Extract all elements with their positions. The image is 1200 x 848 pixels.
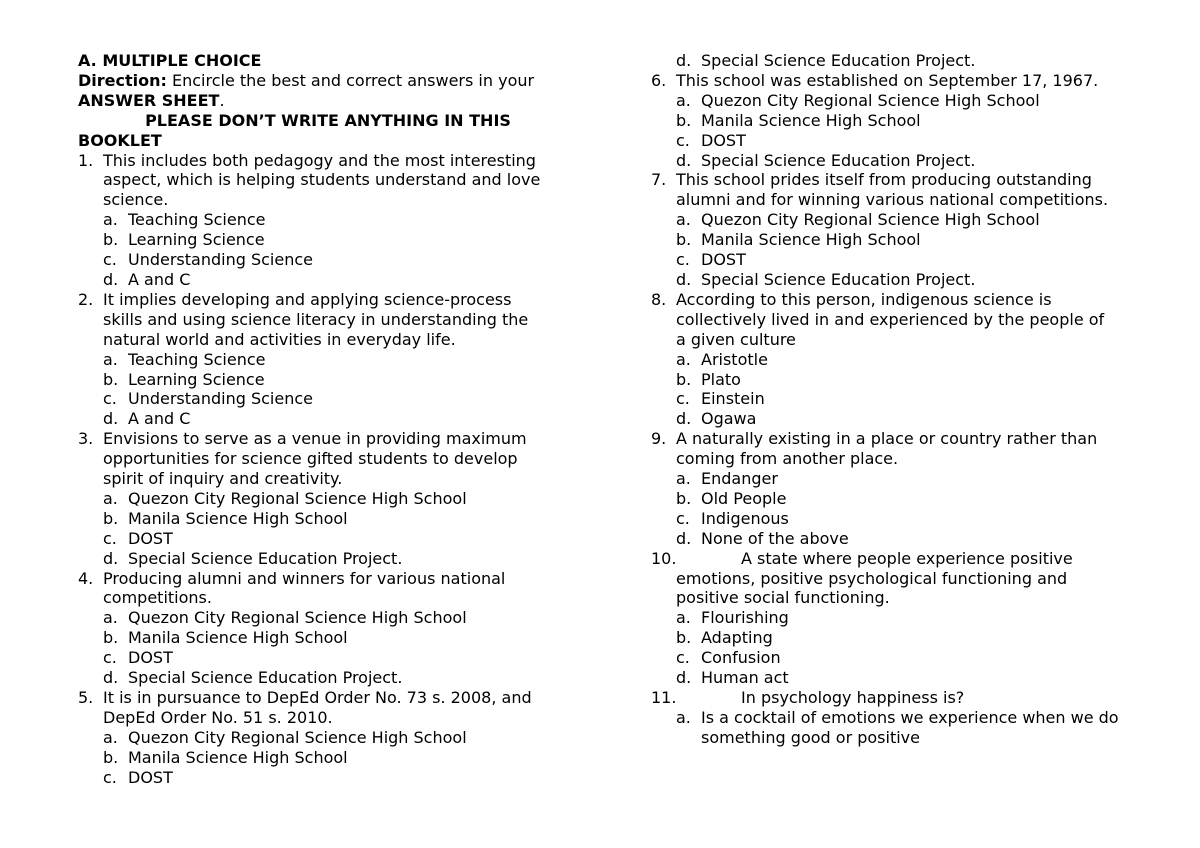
option-text: Special Science Education Project.: [701, 150, 976, 170]
option-letter: a.: [676, 469, 691, 489]
question-text: This school prides itself from producing outstanding: [676, 170, 1092, 190]
question-text: collectively lived in and experienced by the people of: [676, 309, 1105, 329]
question-text: In psychology happiness is?: [741, 688, 965, 707]
question-text: opportunities for science gifted students to develop: [103, 449, 518, 469]
question-number: 9.: [651, 429, 667, 449]
question-text: natural world and activities in everyday life.: [103, 329, 456, 349]
question-number: 7.: [651, 170, 667, 190]
question-5: [78, 688, 578, 728]
q9-option-d: [651, 529, 1171, 549]
question-text: It is in pursuance to DepEd Order No. 73 s. 2008, and: [103, 688, 532, 707]
q8-option-a: [651, 350, 1171, 370]
option-text: DOST: [701, 250, 746, 270]
notice-line-1: PLEASE DON’T WRITE ANYTHING IN THIS: [145, 110, 511, 130]
q5-option-c: [78, 768, 578, 788]
q9-option-a: [651, 469, 1171, 489]
option-letter: b.: [676, 369, 692, 389]
question-line: [651, 688, 1171, 708]
option-text: Learning Science: [128, 230, 265, 250]
option-letter: a.: [676, 608, 691, 628]
option-text: Human act: [701, 668, 789, 688]
option-letter: a.: [103, 488, 118, 508]
q2-option-c: [78, 389, 578, 409]
answer-sheet-line: [78, 91, 578, 111]
option-text: Quezon City Regional Science High School: [701, 210, 1040, 230]
q2-option-d: [78, 409, 578, 429]
question-4: [78, 569, 578, 609]
option-text-continued: something good or positive: [701, 727, 920, 747]
q7-option-a: [651, 210, 1171, 230]
option-letter: b.: [676, 110, 692, 130]
option-letter: b.: [676, 488, 692, 508]
q7-option-c: [651, 250, 1171, 270]
q11-option-a: [651, 708, 1171, 748]
q1-option-b: [78, 230, 578, 250]
option-text: Manila Science High School: [701, 110, 921, 130]
option-letter: b.: [676, 230, 692, 250]
question-10: [651, 549, 1171, 609]
option-letter: b.: [103, 508, 119, 528]
question-2: [78, 290, 578, 350]
q10-option-b: [651, 628, 1171, 648]
option-text: Manila Science High School: [128, 747, 348, 767]
question-text: positive social functioning.: [676, 588, 890, 608]
option-letter: c.: [103, 767, 117, 787]
option-text: Ogawa: [701, 409, 757, 429]
option-letter: d.: [676, 269, 692, 289]
question-6: [651, 71, 1171, 91]
option-letter: d.: [103, 548, 119, 568]
option-text: A and C: [128, 409, 191, 429]
option-text: Quezon City Regional Science High School: [128, 488, 467, 508]
question-text: This school was established on September 17, 1967.: [676, 70, 1099, 90]
option-letter: c.: [676, 250, 690, 270]
question-text: science.: [103, 190, 169, 210]
option-letter: c.: [676, 648, 690, 668]
question-3: [78, 429, 578, 489]
question-number: 2.: [78, 289, 94, 309]
question-number: 1.: [78, 150, 94, 170]
option-letter: b.: [103, 230, 119, 250]
direction-label: Direction:: [78, 70, 167, 90]
option-text: DOST: [128, 648, 173, 668]
question-text: coming from another place.: [676, 449, 899, 469]
question-text: A naturally existing in a place or country rather than: [676, 429, 1098, 449]
q6-option-b: [651, 111, 1171, 131]
option-text: Understanding Science: [128, 389, 313, 409]
q8-option-b: [651, 370, 1171, 390]
option-text: Flourishing: [701, 608, 789, 628]
option-text: DOST: [701, 130, 746, 150]
section-title: A. MULTIPLE CHOICE: [78, 51, 262, 70]
option-text: Einstein: [701, 389, 765, 409]
option-letter: a.: [676, 349, 691, 369]
question-text: According to this person, indigenous science is: [676, 289, 1052, 309]
q6-option-c: [651, 131, 1171, 151]
option-text: Manila Science High School: [128, 628, 348, 648]
question-9: [651, 429, 1171, 469]
question-text: Envisions to serve as a venue in providing maximum: [103, 429, 527, 449]
notice-line-2: BOOKLET: [78, 130, 162, 150]
q8-option-c: [651, 389, 1171, 409]
question-text: a given culture: [676, 329, 796, 349]
question-text: DepEd Order No. 51 s. 2010.: [103, 707, 333, 727]
option-text: Special Science Education Project.: [128, 548, 403, 568]
option-letter: a.: [103, 608, 118, 628]
option-letter: a.: [103, 727, 118, 747]
q1-option-a: [78, 210, 578, 230]
q8-option-d: [651, 409, 1171, 429]
question-number: 6.: [651, 70, 667, 90]
option-text: Quezon City Regional Science High School: [701, 90, 1040, 110]
left-column: [78, 51, 578, 788]
question-text: aspect, which is helping students understand and love: [103, 170, 541, 190]
q1-option-d: [78, 270, 578, 290]
question-number: 10.: [651, 548, 677, 568]
q6-option-a: [651, 91, 1171, 111]
question-text: skills and using science literacy in understanding the: [103, 309, 529, 329]
question-number: 4.: [78, 568, 94, 588]
question-text: It implies developing and applying science-process: [103, 289, 512, 309]
option-text: Teaching Science: [128, 349, 266, 369]
option-text: Manila Science High School: [701, 230, 921, 250]
option-letter: c.: [103, 250, 117, 270]
option-letter: d.: [676, 409, 692, 429]
question-continuation: [651, 569, 1171, 609]
question-text: This includes both pedagogy and the most interesting: [103, 150, 536, 170]
question-text: A state where people experience positive: [741, 548, 1073, 568]
option-letter: a.: [676, 707, 691, 727]
option-letter: c.: [103, 528, 117, 548]
question-number: 8.: [651, 289, 667, 309]
option-text: Confusion: [701, 648, 781, 668]
option-letter: d.: [676, 150, 692, 170]
q9-option-c: [651, 509, 1171, 529]
left-question-list: [78, 151, 578, 788]
option-letter: d.: [103, 269, 119, 289]
option-letter: d.: [676, 51, 692, 70]
answer-sheet-label: ANSWER SHEET: [78, 90, 220, 110]
question-number: 11.: [651, 688, 677, 707]
question-text: Producing alumni and winners for various national: [103, 568, 506, 588]
option-text: Special Science Education Project.: [128, 668, 403, 688]
option-letter: d.: [103, 668, 119, 688]
question-11: [651, 688, 1171, 708]
option-text: Special Science Education Project.: [701, 269, 976, 289]
option-text: Aristotle: [701, 349, 768, 369]
question-line: [651, 549, 1171, 569]
q1-option-c: [78, 250, 578, 270]
q10-option-c: [651, 648, 1171, 668]
q4-option-b: [78, 628, 578, 648]
q2-option-b: [78, 370, 578, 390]
option-letter: c.: [676, 389, 690, 409]
right-column: [651, 51, 1171, 748]
right-question-list: [651, 71, 1171, 748]
option-text: Indigenous: [701, 508, 789, 528]
option-text: A and C: [128, 269, 191, 289]
q4-option-c: [78, 648, 578, 668]
direction-line: [78, 71, 578, 91]
q2-option-a: [78, 350, 578, 370]
option-text: Learning Science: [128, 369, 265, 389]
q3-option-a: [78, 489, 578, 509]
answer-sheet-period: .: [219, 90, 225, 110]
option-letter: d.: [676, 668, 692, 688]
option-letter: b.: [676, 628, 692, 648]
option-text: Special Science Education Project.: [701, 51, 976, 70]
q3-option-c: [78, 529, 578, 549]
q3-option-d: [78, 549, 578, 569]
option-letter: b.: [103, 747, 119, 767]
q10-option-a: [651, 608, 1171, 628]
question-text: competitions.: [103, 588, 212, 608]
option-text: Quezon City Regional Science High School: [128, 608, 467, 628]
question-8: [651, 290, 1171, 350]
q5-option-d: [651, 51, 1171, 71]
option-letter: c.: [676, 130, 690, 150]
option-letter: b.: [103, 628, 119, 648]
option-letter: c.: [103, 648, 117, 668]
option-letter: c.: [103, 389, 117, 409]
question-number: 5.: [78, 688, 94, 707]
question-text: emotions, positive psychological functioning and: [676, 568, 1068, 588]
q5-option-a: [78, 728, 578, 748]
option-text: Plato: [701, 369, 741, 389]
option-text: None of the above: [701, 528, 849, 548]
direction-text: Encircle the best and correct answers in your: [166, 70, 535, 90]
question-7: [651, 170, 1171, 210]
option-text: Endanger: [701, 469, 778, 489]
option-text: Understanding Science: [128, 250, 313, 270]
option-letter: a.: [676, 210, 691, 230]
option-text: Teaching Science: [128, 210, 266, 230]
option-letter: d.: [103, 409, 119, 429]
option-letter: a.: [676, 90, 691, 110]
q9-option-b: [651, 489, 1171, 509]
option-letter: c.: [676, 508, 690, 528]
q6-option-d: [651, 151, 1171, 171]
option-letter: a.: [103, 210, 118, 230]
option-letter: d.: [676, 528, 692, 548]
question-text: alumni and for winning various national competitions.: [676, 190, 1109, 210]
option-text: DOST: [128, 528, 173, 548]
option-text: Old People: [701, 488, 787, 508]
q3-option-b: [78, 509, 578, 529]
option-letter: a.: [103, 349, 118, 369]
q7-option-d: [651, 270, 1171, 290]
q4-option-a: [78, 608, 578, 628]
option-text: Quezon City Regional Science High School: [128, 727, 467, 747]
option-text: Manila Science High School: [128, 508, 348, 528]
option-letter: b.: [103, 369, 119, 389]
option-text: Is a cocktail of emotions we experience when we do: [701, 707, 1119, 727]
q10-option-d: [651, 668, 1171, 688]
question-number: 3.: [78, 429, 94, 449]
option-text: DOST: [128, 767, 173, 787]
q4-option-d: [78, 668, 578, 688]
q5-option-b: [78, 748, 578, 768]
q7-option-b: [651, 230, 1171, 250]
question-text: spirit of inquiry and creativity.: [103, 469, 343, 489]
option-text: Adapting: [701, 628, 773, 648]
question-1: [78, 151, 578, 211]
